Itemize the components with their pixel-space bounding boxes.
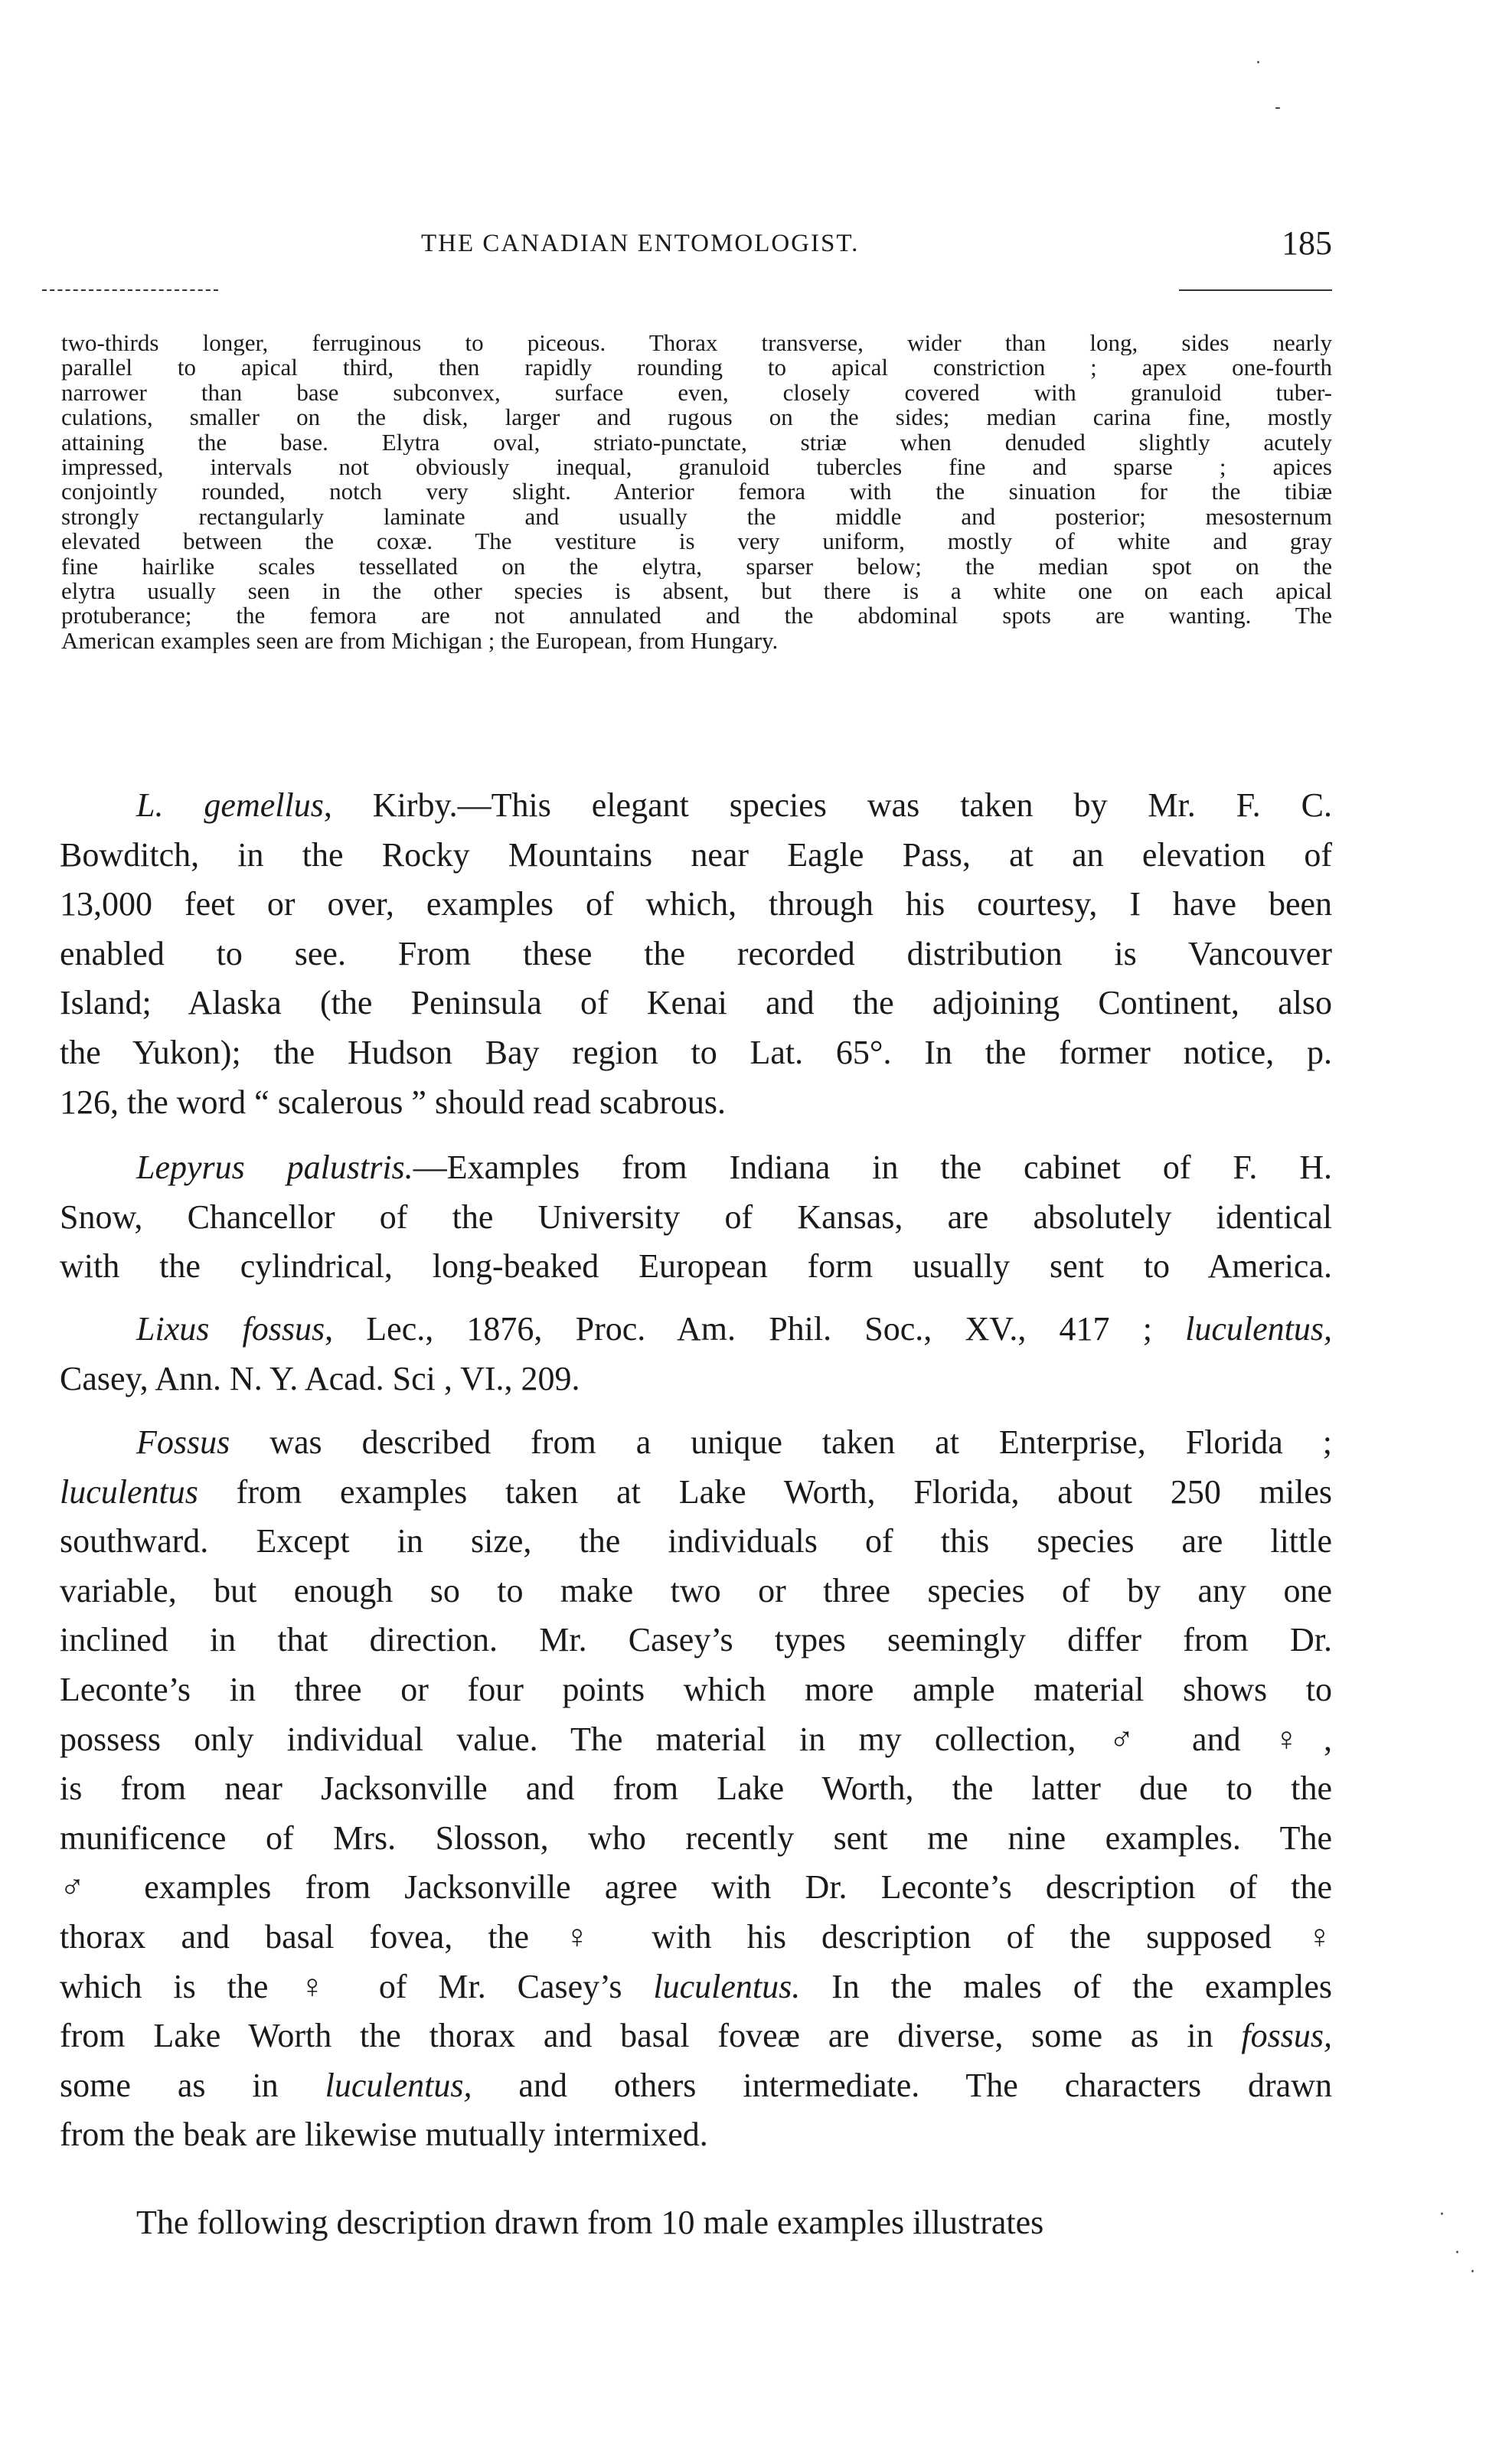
paragraph-fossus: [60, 1418, 1332, 2160]
scan-speck: ·: [1470, 2263, 1475, 2282]
species-name: Lixus fossus: [136, 1310, 325, 1348]
text-line: L. gemellus, Kirby.—This elegant species was taken by Mr. F. C.: [136, 786, 1332, 824]
species-name: fossus,: [1241, 2017, 1332, 2055]
text-line: Fossus was described from a unique taken at Enterprise, Florida ;: [136, 1423, 1332, 1461]
text-line: from the beak are likewise mutually intermixed.: [60, 2116, 708, 2154]
paragraph-gemellus: [60, 781, 1332, 1127]
text-line: southward. Except in size, the individuals of this species are little: [60, 1522, 1332, 1560]
text-line: inclined in that direction. Mr. Casey’s types seemingly differ from Dr.: [60, 1621, 1332, 1659]
text-line: parallel to apical third, then rapidly rounding to apical constriction ; apex one-fourth: [61, 355, 1332, 381]
text-line: variable, but enough so to make two or three species of by any one: [60, 1571, 1332, 1609]
text-line: possess only individual value. The material in my collection, ♂ and ♀,: [60, 1720, 1332, 1758]
text-line: culations, smaller on the disk, larger and rugous on the sides; median carina fine, mostly: [61, 405, 1332, 430]
text-line: munificence of Mrs. Slosson, who recently sent me nine examples. The: [60, 1818, 1332, 1857]
text-line: narrower than base subconvex, surface even, closely covered with granuloid tuber-: [61, 380, 1332, 406]
text-line: from Lake Worth the thorax and basal foveæ are diverse, some as in fossus,: [60, 2017, 1332, 2055]
text-line: conjointly rounded, notch very slight. Anterior femora with the sinuation for the tibiæ: [61, 479, 1332, 505]
continued-description-paragraph: [61, 331, 1332, 653]
header-rule-right: [1179, 289, 1332, 291]
text-line: which is the ♀ of Mr. Casey’s luculentus. In the males of the examples: [60, 1967, 1332, 2005]
text-line: some as in luculentus, and others intermediate. The characters drawn: [60, 2066, 1332, 2104]
text-line: two-thirds longer, ferruginous to piceous. Thorax transverse, wider than long, sides nearly: [61, 331, 1332, 356]
text-line: Island; Alaska (the Peninsula of Kenai and the adjoining Continent, also: [60, 984, 1332, 1022]
text-line: Lepyrus palustris.—Examples from Indiana in the cabinet of F. H.: [136, 1149, 1332, 1186]
species-name: L. gemellus: [136, 786, 324, 824]
text-line: luculentus from examples taken at Lake Worth, Florida, about 250 miles: [60, 1472, 1332, 1511]
text-line: impressed, intervals not obviously inequal, granuloid tubercles fine and sparse ; apices: [61, 455, 1332, 480]
text-line: The following description drawn from 10 male examples illustrates: [136, 2204, 1044, 2241]
text-line: fine hairlike scales tessellated on the elytra, sparser below; the median spot on the: [61, 554, 1332, 580]
scan-speck: ·: [1439, 2205, 1445, 2224]
page-number: 185: [1282, 224, 1332, 262]
text-line: enabled to see. From these the recorded distribution is Vancouver: [60, 934, 1332, 972]
text-line: attaining the base. Elytra oval, striato-punctate, striæ when denuded slightly acutely: [61, 430, 1332, 456]
text-line: 13,000 feet or over, examples of which, through his courtesy, I have been: [60, 885, 1332, 923]
species-name: Fossus: [136, 1423, 230, 1461]
text-line: elevated between the coxæ. The vestiture is very uniform, mostly of white and gray: [61, 529, 1332, 554]
text-line: elytra usually seen in the other species is absent, but there is a white one on each apical: [61, 579, 1332, 604]
text-line: 126, the word “ scalerous ” should read scabrous.: [60, 1083, 726, 1121]
species-name: luculentus,: [325, 2066, 472, 2104]
paragraph-following: [60, 2198, 1332, 2248]
species-name: Lepyrus palustris.: [136, 1149, 413, 1186]
text-line: protuberance; the femora are not annulated and the abdominal spots are wanting. The: [61, 603, 1332, 629]
paragraph-lixus-citation: [60, 1305, 1332, 1403]
scan-speck: -: [1275, 98, 1281, 117]
running-head: THE CANADIAN ENTOMOLOGIST.: [421, 230, 860, 257]
page-header: [54, 224, 1332, 270]
text-line: Bowditch, in the Rocky Mountains near Eagle Pass, at an elevation of: [60, 835, 1332, 874]
text-line: with the cylindrical, long-beaked European form usually sent to America.: [60, 1247, 1332, 1286]
text-line: Leconte’s in three or four points which more ample material shows to: [60, 1670, 1332, 1708]
text-line: the Yukon); the Hudson Bay region to Lat. 65°. In the former notice, p.: [60, 1033, 1332, 1071]
species-name: luculentus.: [653, 1967, 801, 2005]
scan-speck: ·: [1455, 2243, 1460, 2263]
text-line: ♂ examples from Jacksonville agree with Dr. Leconte’s description of the: [60, 1868, 1332, 1907]
text-line: thorax and basal fovea, the ♀ with his description of the supposed ♀: [60, 1917, 1332, 1956]
species-name: luculentus,: [1185, 1310, 1332, 1348]
text-line: Lixus fossus, Lec., 1876, Proc. Am. Phil. Soc., XV., 417 ; luculentus,: [136, 1310, 1332, 1348]
paragraph-lepyrus: [60, 1143, 1332, 1292]
species-name: luculentus: [60, 1472, 198, 1511]
text-line: strongly rectangularly laminate and usually the middle and posterior; mesosternum: [61, 504, 1332, 530]
text-line: Casey, Ann. N. Y. Acad. Sci , VI., 209.: [60, 1359, 580, 1397]
text-line: American examples seen are from Michigan ; the European, from Hungary.: [61, 628, 779, 654]
text-line: is from near Jacksonville and from Lake Worth, the latter due to the: [60, 1769, 1332, 1808]
scan-speck: ·: [1256, 54, 1261, 73]
text-line: Snow, Chancellor of the University of Kansas, are absolutely identical: [60, 1198, 1332, 1236]
header-rule-left: [42, 289, 218, 291]
